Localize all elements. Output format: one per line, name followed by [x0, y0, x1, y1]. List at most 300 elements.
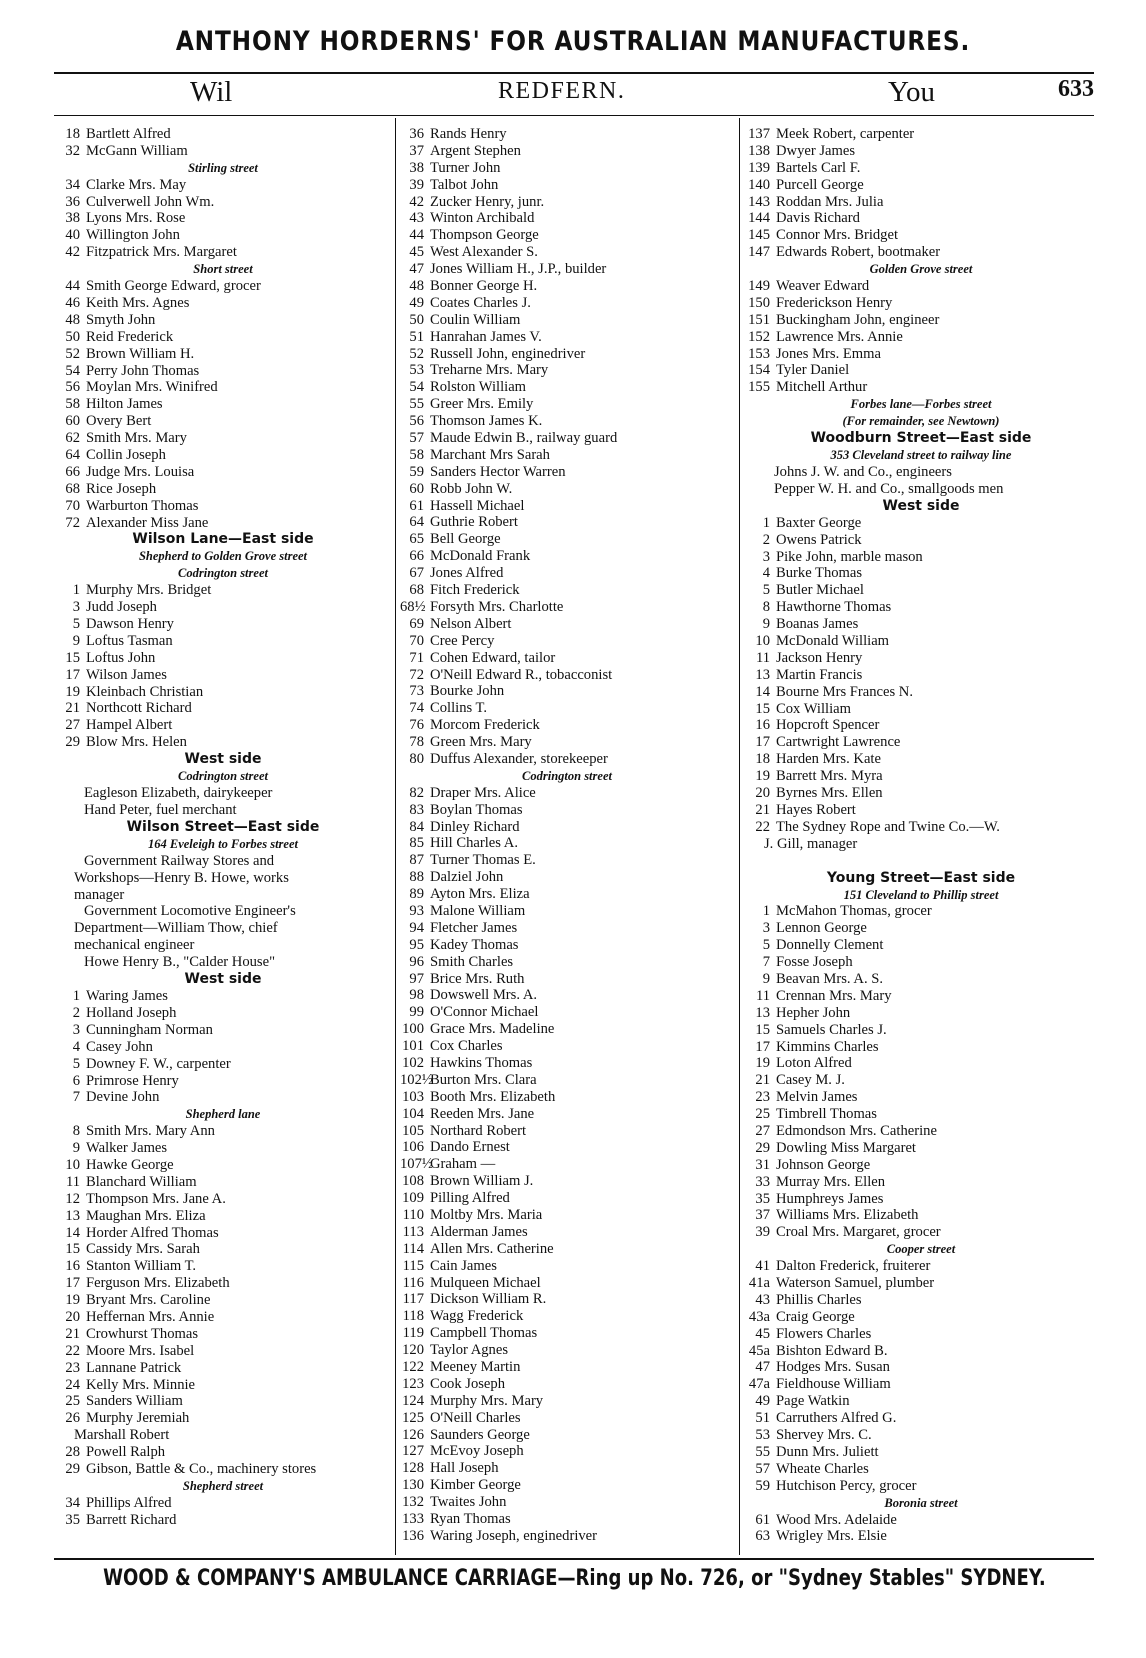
continuation-line: Marshall Robert [74, 1427, 170, 1444]
house-number: 155 [748, 379, 770, 396]
directory-entry [746, 194, 1096, 211]
directory-entry [746, 1191, 1096, 1208]
directory-entry [56, 1292, 390, 1309]
house-number: 64 [409, 514, 424, 531]
resident-name: Barrett Mrs. Myra [776, 768, 883, 785]
resident-name: Butler Michael [776, 582, 864, 599]
house-number: 58 [65, 396, 80, 413]
directory-entry [400, 650, 734, 667]
house-number: 14 [65, 1224, 80, 1241]
resident-name: Gibson, Battle & Co., machinery stores [86, 1461, 317, 1478]
house-number: 47 [755, 1359, 770, 1376]
directory-entry [400, 261, 734, 278]
directory-entry [400, 1427, 734, 1444]
resident-name: Smith Mrs. Mary Ann [86, 1123, 215, 1140]
resident-name: Martin Francis [776, 666, 863, 683]
directory-entry [56, 143, 390, 160]
directory-entry [746, 1140, 1096, 1157]
resident-name: Phillips Alfred [86, 1494, 172, 1511]
resident-name: Crowhurst Thomas [86, 1325, 199, 1342]
house-number: 9 [762, 970, 770, 987]
directory-entry [746, 1123, 1096, 1140]
resident-name: Wood Mrs. Adelaide [776, 1511, 897, 1528]
cross-street-note: Short street [193, 262, 253, 277]
resident-name: Twaites John [430, 1494, 507, 1511]
directory-entry [746, 1055, 1096, 1072]
directory-entry [56, 227, 390, 244]
directory-entry [56, 684, 390, 701]
cross-street-note: Codrington street [178, 566, 268, 581]
continuation-line: Workshops—Henry B. Howe, works [74, 869, 289, 886]
resident-name: Fitch Frederick [430, 582, 520, 599]
resident-name: Turner Thomas E. [430, 852, 536, 869]
house-number: 78 [409, 734, 424, 751]
house-number: 48 [65, 311, 80, 328]
resident-name: Draper Mrs. Alice [430, 784, 536, 801]
directory-entry [400, 346, 734, 363]
house-number: 29 [65, 1461, 80, 1478]
directory-column-3 [746, 126, 1096, 1545]
house-number: 115 [402, 1257, 424, 1274]
resident-name: Bryant Mrs. Caroline [86, 1292, 211, 1309]
directory-entry [400, 954, 734, 971]
directory-entry [400, 1359, 734, 1376]
resident-name: Boylan Thomas [430, 801, 523, 818]
house-number: 97 [409, 970, 424, 987]
house-number: 94 [409, 919, 424, 936]
resident-name: Dinley Richard [430, 818, 520, 835]
directory-entry [746, 582, 1096, 599]
directory-entry [746, 667, 1096, 684]
house-number: 149 [748, 278, 770, 295]
directory-entry [56, 244, 390, 261]
directory-entry [400, 751, 734, 768]
house-number: 17 [65, 1275, 80, 1292]
house-number: 10 [755, 633, 770, 650]
directory-entry [746, 819, 1096, 836]
resident-name: Weaver Edward [776, 278, 870, 295]
house-number: 15 [65, 649, 80, 666]
directory-entry [56, 1208, 390, 1225]
directory-entry [400, 1106, 734, 1123]
house-number: 12 [65, 1190, 80, 1207]
street-heading: West side [184, 751, 262, 768]
directory-entry [400, 227, 734, 244]
house-number: 117 [402, 1291, 424, 1308]
resident-name: Croal Mrs. Margaret, grocer [776, 1224, 941, 1241]
house-number: 13 [755, 666, 770, 683]
resident-name: Moylan Mrs. Winifred [86, 379, 218, 396]
house-number: 57 [755, 1460, 770, 1477]
house-number: 15 [65, 1241, 80, 1258]
resident-name: Dwyer James [776, 142, 856, 159]
resident-name: Downey F. W., carpenter [86, 1055, 231, 1072]
house-number: 54 [65, 362, 80, 379]
resident-name: Loftus Tasman [86, 632, 173, 649]
resident-name: Jones Mrs. Emma [776, 345, 881, 362]
directory-entry [56, 498, 390, 515]
resident-name: Maughan Mrs. Eliza [86, 1207, 206, 1224]
cross-street-note: Codrington street [178, 769, 268, 784]
directory-entry [400, 362, 734, 379]
resident-name: Lawrence Mrs. Annie [776, 328, 903, 345]
house-number: 40 [65, 227, 80, 244]
resident-name: Forsyth Mrs. Charlotte [430, 598, 564, 615]
house-number: 4 [762, 565, 770, 582]
resident-name: Perry John Thomas [86, 362, 200, 379]
directory-entry [400, 244, 734, 261]
resident-name: Cassidy Mrs. Sarah [86, 1241, 200, 1258]
resident-name: Shervey Mrs. C. [776, 1427, 872, 1444]
directory-entry [400, 160, 734, 177]
resident-name: Edwards Robert, bootmaker [776, 244, 941, 261]
house-number: 127 [402, 1443, 424, 1460]
resident-name: Hawkins Thomas [430, 1055, 533, 1071]
directory-entry [400, 1460, 734, 1477]
resident-name: Byrnes Mrs. Ellen [776, 785, 883, 802]
house-number: 87 [409, 852, 424, 869]
house-number: 4 [72, 1038, 80, 1055]
resident-name: Greer Mrs. Emily [430, 396, 534, 413]
house-number: 83 [409, 801, 424, 818]
directory-entry [400, 1511, 734, 1528]
directory-entry [746, 1039, 1096, 1056]
house-number: 69 [409, 615, 424, 632]
directory-entry [746, 734, 1096, 751]
header-left-guide-word: Wil [190, 76, 233, 108]
house-number: 153 [748, 345, 770, 362]
directory-entry [746, 785, 1096, 802]
page-number: 633 [1058, 76, 1094, 102]
resident-name: The Sydney Rope and Twine Co.—W. [776, 818, 1000, 835]
directory-entry [400, 835, 734, 852]
directory-entry [56, 1022, 390, 1039]
house-number: 73 [409, 683, 424, 700]
directory-entry [400, 903, 734, 920]
resident-name: Melvin James [776, 1089, 858, 1106]
directory-entry [56, 1073, 390, 1090]
house-number: 5 [72, 616, 80, 632]
resident-name: Moore Mrs. Isabel [86, 1342, 195, 1359]
continuation-line: J. Gill, manager [764, 835, 858, 852]
resident-name: Hassell Michael [430, 497, 525, 514]
house-number: 102½ [400, 1071, 433, 1088]
directory-entry [400, 886, 734, 903]
business-entry: Hand Peter, fuel merchant [84, 801, 237, 818]
bottom-rule [54, 1558, 1094, 1560]
resident-name: Sanders William [86, 1393, 183, 1410]
directory-entry [56, 1191, 390, 1208]
resident-name: Judge Mrs. Louisa [86, 463, 195, 480]
directory-entry [56, 633, 390, 650]
street-heading: West side [882, 497, 960, 514]
street-heading: Wilson Street—East side [126, 818, 320, 835]
house-number: 19 [755, 1055, 770, 1072]
resident-name: Cox Charles [430, 1038, 503, 1055]
resident-name: Dunn Mrs. Juliett [776, 1443, 879, 1460]
house-number: 98 [409, 987, 424, 1004]
cross-street-note: Codrington street [522, 768, 612, 783]
business-entry: Pepper W. H. and Co., smallgoods men [774, 480, 1004, 497]
directory-entry [400, 582, 734, 599]
directory-entry [746, 329, 1096, 346]
directory-entry [400, 1139, 734, 1156]
resident-name: Devine John [86, 1089, 160, 1106]
header-rule [54, 115, 1094, 116]
directory-entry [746, 312, 1096, 329]
cross-street-note: 164 Eveleigh to Forbes street [148, 836, 298, 851]
house-number: 11 [65, 1173, 80, 1190]
resident-name: Alderman James [430, 1223, 528, 1240]
house-number: 66 [409, 548, 424, 565]
resident-name: Murphy Mrs. Mary [430, 1392, 544, 1409]
resident-name: Bishton Edward B. [776, 1342, 888, 1359]
house-number: 144 [748, 210, 770, 227]
directory-entry [400, 869, 734, 886]
resident-name: Cohen Edward, tailor [430, 649, 556, 666]
directory-entry [400, 987, 734, 1004]
house-number: 21 [65, 700, 80, 717]
house-number: 16 [755, 717, 770, 734]
house-number: 107½ [400, 1156, 433, 1173]
resident-name: Murray Mrs. Ellen [776, 1173, 886, 1190]
house-number: 18 [65, 126, 80, 142]
directory-entry [400, 514, 734, 531]
business-entry: Government Railway Stores and [84, 852, 275, 869]
resident-name: Kleinbach Christian [86, 683, 204, 700]
column-divider [395, 118, 396, 1555]
directory-entry [746, 954, 1096, 971]
directory-entry [400, 1308, 734, 1325]
directory-entry [56, 126, 390, 143]
house-number: 41 [755, 1258, 770, 1275]
house-number: 143 [748, 193, 770, 210]
directory-column-1 [56, 126, 390, 1529]
spacer [746, 853, 1096, 870]
directory-entry [56, 464, 390, 481]
house-number: 5 [72, 1055, 80, 1072]
resident-name: Rands Henry [430, 126, 507, 142]
directory-entry [746, 599, 1096, 616]
house-number: 137 [748, 126, 770, 142]
house-number: 5 [762, 937, 770, 954]
directory-entry [746, 1157, 1096, 1174]
house-number: 32 [65, 142, 80, 159]
directory-entry [56, 1512, 390, 1529]
house-number: 53 [755, 1427, 770, 1444]
resident-name: Williams Mrs. Elizabeth [776, 1207, 919, 1224]
resident-name: Stanton William T. [86, 1258, 197, 1275]
house-number: 133 [402, 1511, 424, 1528]
house-number: 84 [409, 818, 424, 835]
header-right-guide-word: You [888, 76, 936, 108]
house-number: 3 [762, 548, 770, 565]
directory-entry [56, 1495, 390, 1512]
house-number: 7 [762, 954, 770, 971]
house-number: 72 [65, 514, 80, 531]
house-number: 17 [755, 1038, 770, 1055]
house-number: 24 [65, 1376, 80, 1393]
resident-name: Overy Bert [86, 413, 152, 430]
house-number: 105 [402, 1122, 424, 1139]
directory-entry [400, 700, 734, 717]
directory-entry [400, 1443, 734, 1460]
directory-entry [56, 379, 390, 396]
house-number: 19 [755, 768, 770, 785]
resident-name: Holland Joseph [86, 1004, 177, 1021]
directory-entry [56, 1360, 390, 1377]
house-number: 50 [409, 311, 424, 328]
directory-entry [56, 700, 390, 717]
directory-entry [746, 515, 1096, 532]
resident-name: Jones William H., J.P., builder [430, 261, 607, 278]
house-number: 29 [755, 1139, 770, 1156]
resident-name: Jones Alfred [430, 565, 504, 582]
resident-name: Rice Joseph [86, 480, 157, 497]
house-number: 42 [409, 193, 424, 210]
resident-name: Humphreys James [776, 1190, 884, 1207]
resident-name: Timbrell Thomas [776, 1106, 877, 1123]
resident-name: Walker James [86, 1140, 168, 1157]
house-number: 13 [755, 1004, 770, 1021]
house-number: 57 [409, 430, 424, 447]
house-number: 68 [409, 582, 424, 599]
resident-name: Blanchard William [86, 1173, 197, 1190]
house-number: 56 [409, 413, 424, 430]
resident-name: Wagg Frederick [430, 1308, 524, 1325]
directory-entry [400, 937, 734, 954]
house-number: 96 [409, 953, 424, 970]
resident-name: Hill Charles A. [430, 835, 518, 852]
directory-entry [56, 1309, 390, 1326]
resident-name: Johnson George [776, 1156, 871, 1173]
house-number: 68 [65, 480, 80, 497]
resident-name: Malone William [430, 902, 526, 919]
resident-name: Kelly Mrs. Minnie [86, 1376, 196, 1393]
directory-entry [400, 1190, 734, 1207]
directory-entry [746, 717, 1096, 734]
cross-street-note: Shepherd street [182, 1478, 264, 1493]
continuation-line: manager [74, 886, 125, 903]
directory-entry [56, 1241, 390, 1258]
resident-name: Horder Alfred Thomas [86, 1224, 219, 1241]
resident-name: Bourke John [430, 683, 505, 700]
house-number: 36 [409, 126, 424, 142]
house-number: 52 [409, 345, 424, 362]
resident-name: Dalton Frederick, fruiterer [776, 1258, 931, 1275]
resident-name: Campbell Thomas [430, 1325, 538, 1342]
directory-entry [746, 1022, 1096, 1039]
directory-entry [746, 565, 1096, 582]
directory-entry [400, 785, 734, 802]
directory-entry [746, 1343, 1096, 1360]
directory-entry [746, 177, 1096, 194]
directory-entry [56, 988, 390, 1005]
resident-name: Dowling Miss Margaret [776, 1139, 916, 1156]
resident-name: Collins T. [430, 700, 488, 717]
resident-name: Mitchell Arthur [776, 379, 868, 396]
house-number: 82 [409, 784, 424, 801]
resident-name: Tyler Daniel [776, 362, 850, 379]
house-number: 25 [755, 1106, 770, 1123]
cross-street-note: Golden Grove street [869, 262, 973, 277]
directory-entry [400, 1123, 734, 1140]
directory-entry [56, 1461, 390, 1478]
directory-entry [400, 802, 734, 819]
resident-name: Smith Mrs. Mary [86, 430, 187, 447]
house-number: 27 [755, 1123, 770, 1139]
resident-name: Talbot John [430, 176, 499, 193]
house-number: 15 [755, 700, 770, 717]
directory-entry [746, 278, 1096, 295]
house-number: 19 [65, 1292, 80, 1309]
directory-entry [746, 1072, 1096, 1089]
house-number: 50 [65, 328, 80, 345]
resident-name: Judd Joseph [86, 599, 157, 616]
resident-name: Edmondson Mrs. Catherine [776, 1123, 937, 1139]
header-suburb-title: REDFERN. [498, 78, 626, 104]
resident-name: Wheate Charles [776, 1460, 869, 1477]
house-number: 67 [409, 565, 424, 582]
resident-name: Guthrie Robert [430, 514, 518, 531]
resident-name: Casey M. J. [776, 1072, 845, 1089]
cross-street-note: Cooper street [886, 1242, 956, 1257]
directory-entry [746, 1528, 1096, 1545]
resident-name: Waring Joseph, enginedriver [430, 1527, 598, 1544]
resident-name: Ferguson Mrs. Elizabeth [86, 1275, 230, 1292]
resident-name: Cain James [430, 1257, 497, 1274]
resident-name: Smith George Edward, grocer [86, 278, 261, 295]
continuation-line: mechanical engineer [74, 937, 195, 954]
house-number: 13 [65, 1207, 80, 1224]
directory-entry [400, 1494, 734, 1511]
house-number: 101 [402, 1038, 424, 1055]
house-number: 74 [409, 700, 424, 717]
house-number: 113 [402, 1223, 424, 1240]
directory-entry [56, 734, 390, 751]
resident-name: Thompson George [430, 227, 539, 244]
house-number: 109 [402, 1190, 424, 1207]
house-number: 9 [72, 632, 80, 649]
resident-name: Heffernan Mrs. Annie [86, 1309, 215, 1326]
house-number: 9 [72, 1140, 80, 1157]
directory-entry [400, 819, 734, 836]
house-number: 103 [402, 1088, 424, 1105]
house-number: 126 [402, 1426, 424, 1443]
house-number: 3 [72, 1021, 80, 1038]
resident-name: O'Connor Michael [430, 1004, 539, 1021]
directory-entry [56, 481, 390, 498]
street-heading: Wilson Lane—East side [132, 531, 314, 548]
resident-name: Cunningham Norman [86, 1021, 213, 1038]
directory-entry [400, 464, 734, 481]
column-divider [739, 118, 740, 1555]
cross-street-note: Forbes lane—Forbes street [850, 397, 992, 412]
house-number: 123 [402, 1375, 424, 1392]
house-number: 1 [762, 903, 770, 920]
resident-name: Samuels Charles J. [776, 1021, 887, 1038]
resident-name: Blow Mrs. Helen [86, 734, 187, 751]
directory-entry [746, 988, 1096, 1005]
house-number: 20 [65, 1309, 80, 1326]
house-number: 88 [409, 869, 424, 886]
house-number: 93 [409, 902, 424, 919]
house-number: 22 [65, 1342, 80, 1359]
house-number: 20 [755, 785, 770, 802]
directory-entry [400, 1089, 734, 1106]
house-number: 100 [402, 1021, 424, 1038]
house-number: 21 [755, 801, 770, 818]
